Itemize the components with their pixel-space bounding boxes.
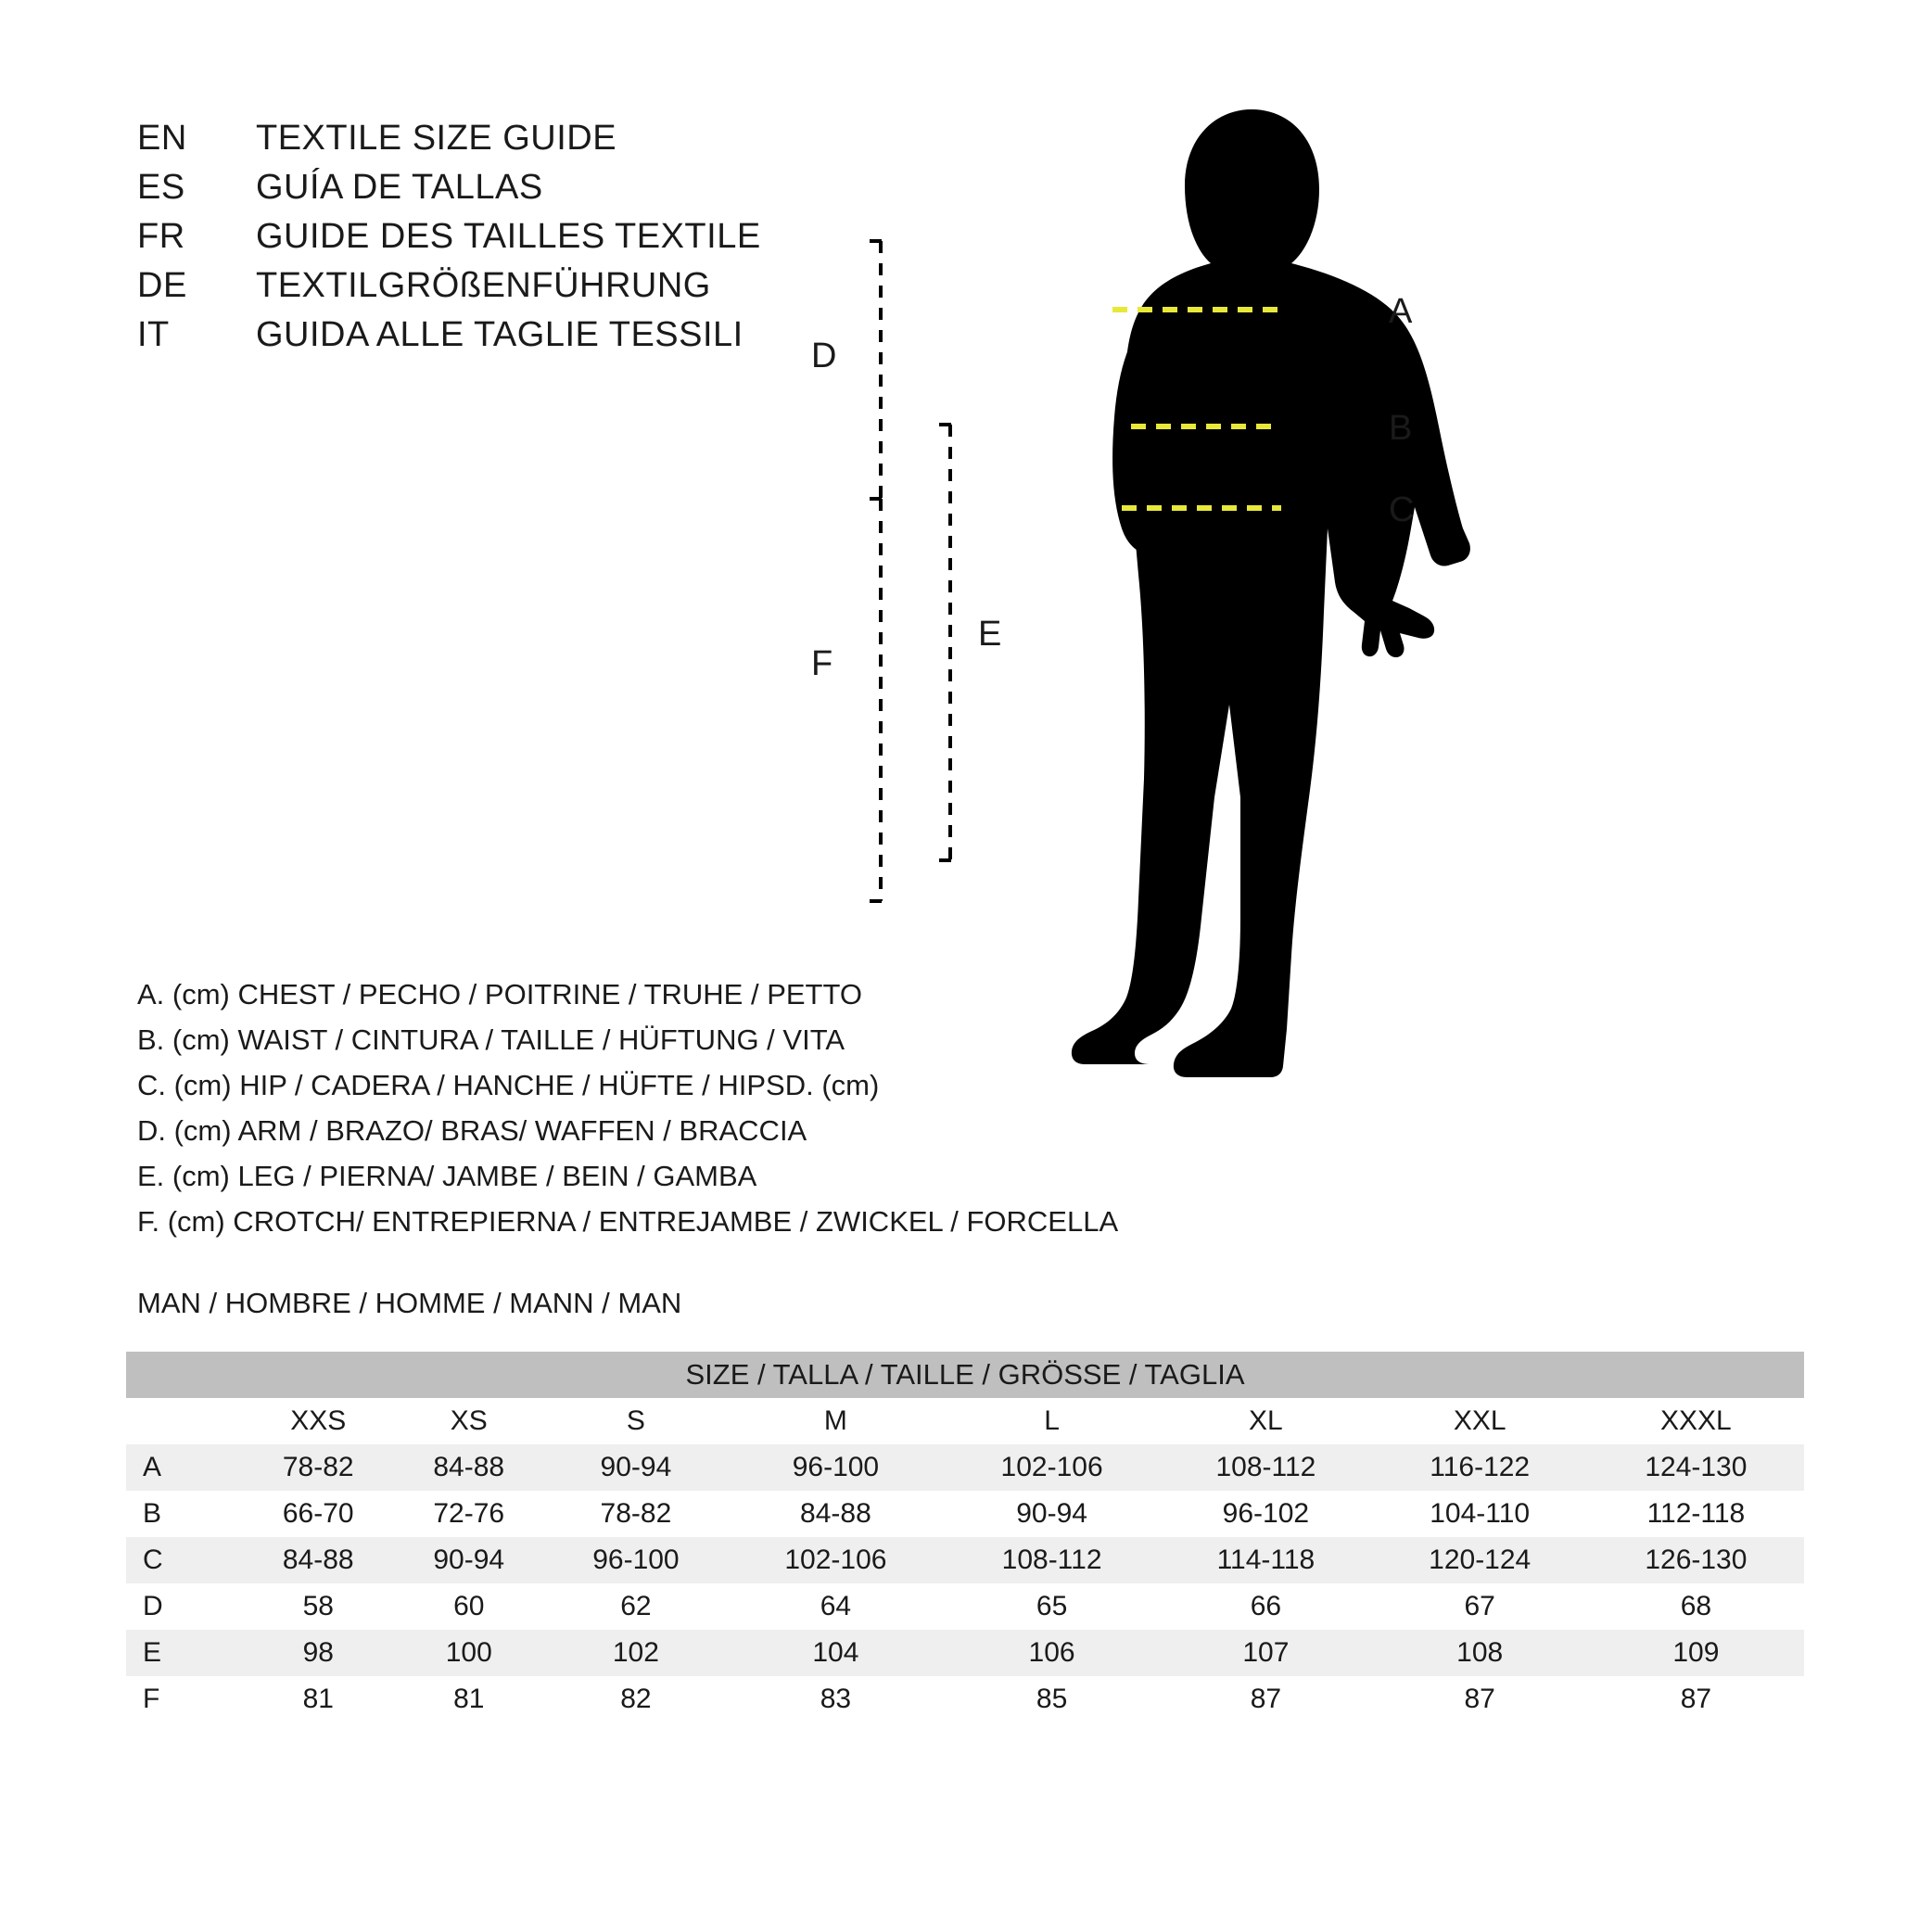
man-silhouette: [1072, 109, 1470, 1077]
table-cell: 87: [1372, 1676, 1588, 1722]
size-table-wrapper: [126, 1352, 1804, 1722]
table-cell: 106: [944, 1630, 1160, 1676]
table-cell: 112-118: [1588, 1491, 1804, 1537]
table-cell: 114-118: [1160, 1537, 1371, 1583]
table-cell: 68: [1588, 1583, 1804, 1630]
table-cell: 72-76: [394, 1491, 545, 1537]
table-cell: 82: [544, 1676, 728, 1722]
table-cell: 109: [1588, 1630, 1804, 1676]
table-cell: 66-70: [243, 1491, 394, 1537]
table-cell: 102: [544, 1630, 728, 1676]
language-title: TEXTILGRÖßENFÜHRUNG: [256, 266, 711, 305]
language-code: ES: [137, 168, 185, 207]
size-header-label: SIZE / TALLA / TAILLE / GRÖSSE / TAGLIA: [126, 1352, 1804, 1398]
table-cell: 85: [944, 1676, 1160, 1722]
size-column-header: XXS: [243, 1398, 394, 1444]
table-header-band: [126, 1352, 1804, 1398]
table-cell: 64: [728, 1583, 944, 1630]
language-code: FR: [137, 217, 185, 256]
legend-item: F. (cm) CROTCH/ ENTREPIERNA / ENTREJAMBE / ZWICKEL / FORCELLA: [137, 1205, 1119, 1238]
table-cell: 108-112: [944, 1537, 1160, 1583]
table-cell: 84-88: [243, 1537, 394, 1583]
language-row: [137, 168, 897, 217]
dimension-e-line: [939, 425, 961, 860]
size-column-header: M: [728, 1398, 944, 1444]
size-diagram: [811, 93, 1845, 1224]
table-cell: 78-82: [544, 1491, 728, 1537]
table-cell: 58: [243, 1583, 394, 1630]
language-row: [137, 315, 897, 364]
row-label: B: [126, 1491, 243, 1537]
language-row: [137, 266, 897, 315]
language-title: GUIDA ALLE TAGLIE TESSILI: [256, 315, 744, 354]
size-column-header: XXXL: [1588, 1398, 1804, 1444]
table-row: [126, 1583, 1804, 1630]
table-cell: 81: [243, 1676, 394, 1722]
table-cell: 104-110: [1372, 1491, 1588, 1537]
language-code: IT: [137, 315, 170, 354]
table-cell: 66: [1160, 1583, 1371, 1630]
row-label: E: [126, 1630, 243, 1676]
language-row: [137, 119, 897, 168]
size-table: [126, 1352, 1804, 1722]
dimension-label-f: F: [811, 644, 833, 683]
row-label: D: [126, 1583, 243, 1630]
table-cell: 83: [728, 1676, 944, 1722]
table-cell: 96-100: [728, 1444, 944, 1491]
table-cell: 84-88: [728, 1491, 944, 1537]
row-label-blank: [126, 1398, 243, 1444]
language-code: DE: [137, 266, 187, 305]
size-column-header: S: [544, 1398, 728, 1444]
table-cell: 102-106: [944, 1444, 1160, 1491]
table-cell: 120-124: [1372, 1537, 1588, 1583]
table-cell: 96-100: [544, 1537, 728, 1583]
size-column-header: L: [944, 1398, 1160, 1444]
table-cell: 90-94: [944, 1491, 1160, 1537]
table-cell: 107: [1160, 1630, 1371, 1676]
table-cell: 90-94: [394, 1537, 545, 1583]
table-cell: 108: [1372, 1630, 1588, 1676]
table-cell: 116-122: [1372, 1444, 1588, 1491]
legend-item: B. (cm) WAIST / CINTURA / TAILLE / HÜFTUNG / VITA: [137, 1023, 845, 1056]
table-cell: 90-94: [544, 1444, 728, 1491]
table-cell: 81: [394, 1676, 545, 1722]
marker-label-c: C: [1389, 490, 1415, 529]
dimension-label-e: E: [978, 615, 1002, 654]
table-cell: 100: [394, 1630, 545, 1676]
dimension-f-line: [870, 499, 892, 901]
table-row: [126, 1630, 1804, 1676]
table-cell: 96-102: [1160, 1491, 1371, 1537]
legend-item: A. (cm) CHEST / PECHO / POITRINE / TRUHE / PETTO: [137, 978, 862, 1010]
table-cell: 84-88: [394, 1444, 545, 1491]
table-cell: 78-82: [243, 1444, 394, 1491]
language-code: EN: [137, 119, 187, 158]
marker-label-a: A: [1389, 292, 1413, 331]
size-column-header: XL: [1160, 1398, 1371, 1444]
table-row: [126, 1537, 1804, 1583]
table-cell: 65: [944, 1583, 1160, 1630]
table-row: [126, 1444, 1804, 1491]
marker-label-b: B: [1389, 409, 1413, 448]
table-cell: 62: [544, 1583, 728, 1630]
table-cell: 104: [728, 1630, 944, 1676]
table-size-header-row: [126, 1398, 1804, 1444]
table-cell: 98: [243, 1630, 394, 1676]
row-label: C: [126, 1537, 243, 1583]
dimension-label-d: D: [811, 337, 837, 375]
table-cell: 87: [1160, 1676, 1371, 1722]
table-cell: 87: [1588, 1676, 1804, 1722]
table-row: [126, 1491, 1804, 1537]
language-title: TEXTILE SIZE GUIDE: [256, 119, 617, 158]
row-label: F: [126, 1676, 243, 1722]
table-cell: 124-130: [1588, 1444, 1804, 1491]
table-cell: 108-112: [1160, 1444, 1371, 1491]
language-title: GUIDE DES TAILLES TEXTILE: [256, 217, 761, 256]
size-column-header: XS: [394, 1398, 545, 1444]
language-title-block: [137, 119, 897, 364]
legend-item: C. (cm) HIP / CADERA / HANCHE / HÜFTE / HIPSD. (cm): [137, 1069, 880, 1101]
size-column-header: XXL: [1372, 1398, 1588, 1444]
row-label: A: [126, 1444, 243, 1491]
table-cell: 60: [394, 1583, 545, 1630]
language-title: GUÍA DE TALLAS: [256, 168, 543, 207]
gender-label: MAN / HOMBRE / HOMME / MANN / MAN: [137, 1287, 682, 1319]
table-row: [126, 1676, 1804, 1722]
table-cell: 67: [1372, 1583, 1588, 1630]
table-cell: 102-106: [728, 1537, 944, 1583]
language-row: [137, 217, 897, 266]
table-cell: 126-130: [1588, 1537, 1804, 1583]
legend-item: D. (cm) ARM / BRAZO/ BRAS/ WAFFEN / BRACCIA: [137, 1114, 807, 1147]
legend-item: E. (cm) LEG / PIERNA/ JAMBE / BEIN / GAMBA: [137, 1160, 757, 1192]
